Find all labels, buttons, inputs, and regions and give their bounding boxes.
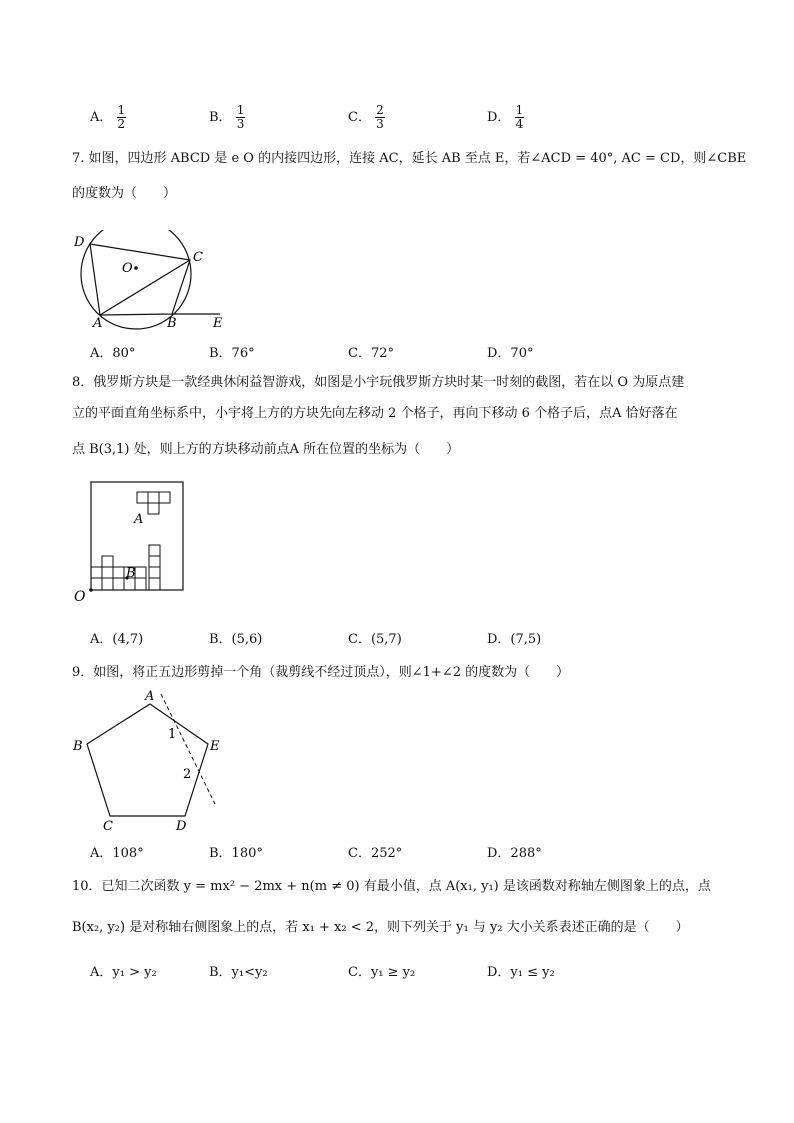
angle-2-label: 2 (183, 767, 192, 782)
fraction: $\frac{1}{4}$ (515, 103, 524, 131)
angle-1-label: 1 (168, 727, 177, 742)
q9-option-a[interactable]: A．108° (90, 846, 144, 861)
q6-option-a[interactable] (90, 104, 126, 131)
q8-stem-line2: 立的平面直角坐标系中，小宇将上方的方块先向左移动 2 个格子，再向下移动 6 个格子后，点A 恰好落在 (72, 406, 678, 421)
q6-option-b[interactable] (209, 104, 245, 131)
option-letter: C． (348, 110, 371, 125)
fraction: $\frac{2}{3}$ (376, 103, 384, 131)
q8-option-b[interactable]: B．(5,6) (209, 632, 263, 647)
q9-pentagon-figure (70, 686, 230, 832)
option-letter: D． (487, 110, 511, 125)
q7-stem-line2: 的度数为（ ） (72, 186, 177, 201)
q6-option-c[interactable] (348, 104, 385, 131)
q8-tetris-figure (70, 478, 190, 606)
q9-option-d[interactable]: D．288° (487, 846, 542, 861)
option-letter: B． (209, 110, 232, 125)
label-c: C (193, 250, 203, 265)
q8-option-d[interactable]: D．(7,5) (487, 632, 542, 647)
q10-stem-line2: B(x₂, y₂) 是对称轴右侧图象上的点，若 x₁ + x₂ < 2，则下列关于 y₁ 与 y₂ 大小关系表述正确的是（ ） (72, 920, 689, 935)
q9-option-b[interactable]: B．180° (209, 846, 263, 861)
q7-circle-figure (70, 230, 240, 334)
label-c: C (103, 819, 113, 832)
label-o: O (122, 261, 133, 276)
falling-block (137, 492, 170, 514)
fraction: $\frac{1}{3}$ (236, 103, 245, 131)
origin-dot (89, 588, 93, 592)
label-b: B (126, 566, 136, 581)
q10-stem-line1: 10．已知二次函数 y = mx² − 2mx + n(m ≠ 0) 有最小值，点 A(x₁, y₁) 是该函数对称轴左侧图象上的点，点 (72, 879, 711, 894)
q7-option-c[interactable]: C．72° (348, 346, 394, 361)
q7-option-b[interactable]: B．76° (209, 346, 255, 361)
q10-option-c[interactable]: C．y₁ ≥ y₂ (348, 965, 416, 980)
fraction: $\frac{1}{2}$ (117, 103, 126, 131)
label-b: B (73, 739, 83, 754)
q10-option-a[interactable]: A．y₁ > y₂ (90, 965, 157, 980)
label-d: D (74, 235, 85, 250)
q8-option-c[interactable]: C．(5,7) (348, 632, 402, 647)
pentagon (87, 704, 208, 816)
label-b: B (167, 316, 177, 331)
diagonal-ac (100, 260, 190, 315)
q9-option-c[interactable]: C．252° (348, 846, 403, 861)
q8-stem-line3: 点 B(3,1) 处，则上方的方块移动前点A 所在位置的坐标为（ ） (72, 442, 460, 457)
label-e: E (213, 316, 223, 331)
label-a: A (145, 689, 155, 704)
label-a: A (134, 512, 144, 527)
q7-stem-line1: 7. 如图，四边形 ABCD 是 e O 的内接四边形，连接 AC，延长 AB 至点 E，若∠ACD = 40°, AC = CD，则∠CBE (72, 151, 747, 166)
label-o: O (74, 589, 86, 605)
q7-option-a[interactable]: A．80° (90, 346, 136, 361)
quadrilateral-abcd (90, 244, 190, 315)
option-letter: A． (90, 110, 113, 125)
label-e: E (210, 739, 220, 754)
label-d: D (176, 819, 187, 832)
q7-option-d[interactable]: D．70° (487, 346, 534, 361)
center-dot (134, 266, 138, 270)
q9-stem-line1: 9．如图，将正五边形剪掉一个角（裁剪线不经过顶点），则∠1+∠2 的度数为（ ） (72, 665, 570, 680)
q8-stem-line1: 8．俄罗斯方块是一款经典休闲益智游戏，如图是小宇玩俄罗斯方块时某一时刻的截图，若在以 O 为原点建 (72, 375, 685, 390)
label-a: A (93, 316, 103, 331)
q10-option-b[interactable]: B．y₁<y₂ (209, 965, 268, 980)
q8-option-a[interactable]: A．(4,7) (90, 632, 144, 647)
q6-option-d[interactable] (487, 104, 524, 131)
q10-option-d[interactable]: D．y₁ ≤ y₂ (487, 965, 555, 980)
